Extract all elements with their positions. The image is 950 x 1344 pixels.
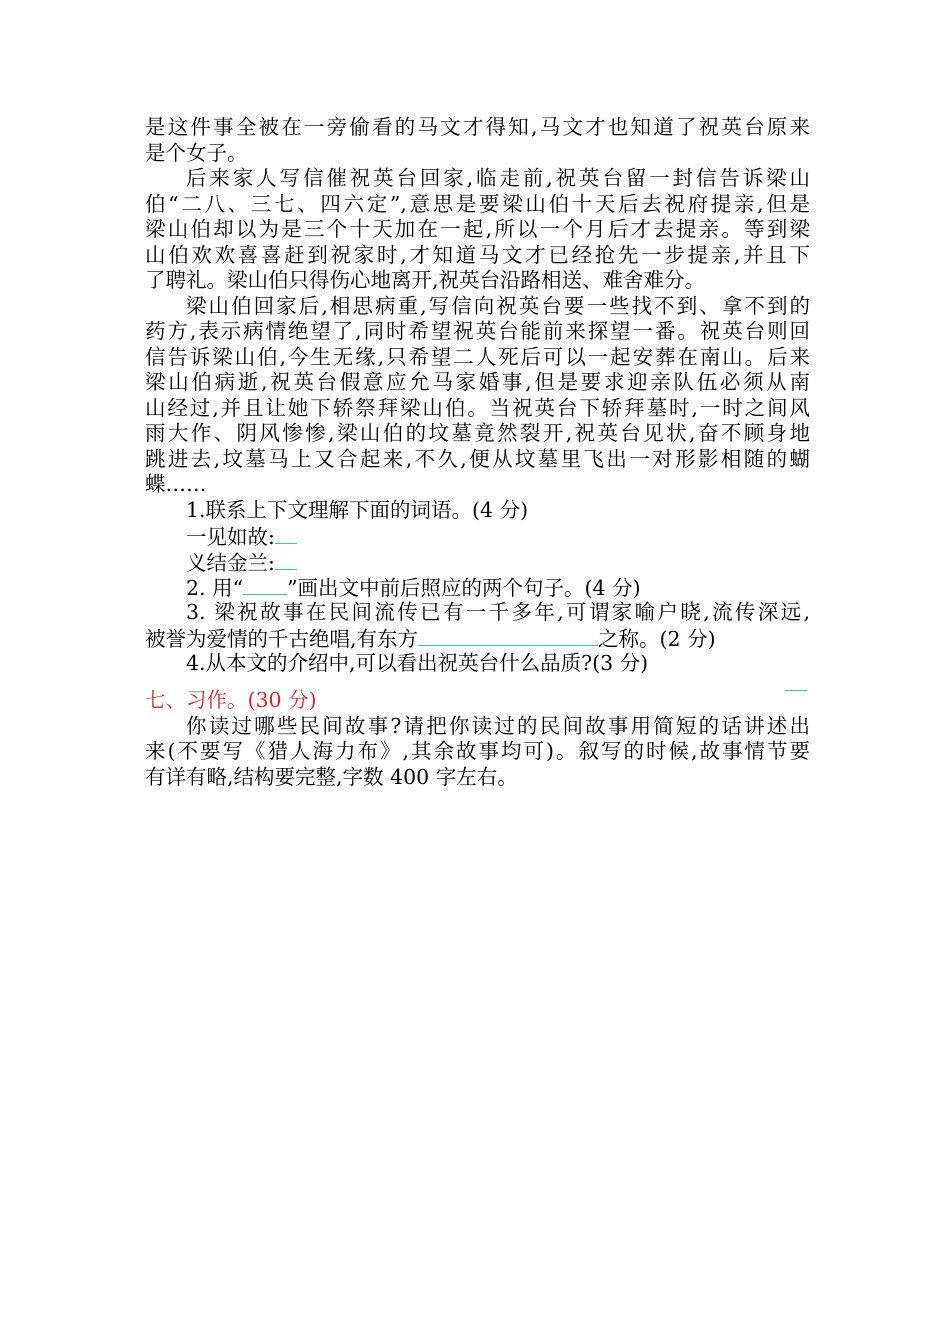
question-3-line bbox=[145, 625, 810, 651]
question-1a bbox=[145, 523, 810, 549]
passage-line: 伯“二八、三七、四六定”,意思是要梁山伯十天后去祝府提亲,但是 bbox=[145, 191, 810, 216]
answer-blank[interactable] bbox=[275, 523, 297, 544]
passage-line: 梁山伯病逝,祝英台假意应允马家婚事,但是要求迎亲队伍必须从南 bbox=[145, 370, 810, 394]
answer-blank[interactable] bbox=[785, 690, 807, 691]
passage-line: 是这件事全被在一旁偷看的马文才得知,马文才也知道了祝英台原来 bbox=[145, 115, 810, 139]
document-page bbox=[145, 115, 810, 790]
passage-line: 跳进去,坟墓马上又合起来,不久,便从坟墓里飞出一对形影相随的蝴 bbox=[145, 446, 810, 471]
question-4: 4.从本文的介绍中,可以看出祝英台什么品质?(3 分) bbox=[186, 650, 649, 675]
passage-line: 山经过,并且让她下轿祭拜梁山伯。当祝英台下轿拜墓时,一时之间风 bbox=[145, 395, 810, 420]
question-2-prefix: 2. 用“ bbox=[186, 576, 244, 600]
passage-line: 是个女子。 bbox=[145, 140, 248, 165]
question-2 bbox=[145, 574, 810, 600]
question-1b-label: 义结金兰: bbox=[186, 550, 275, 575]
passage-line: 雨大作、阴风惨惨,梁山伯的坟墓竟然裂开,祝英台见状,奋不顾身地 bbox=[145, 421, 810, 445]
question-3-line: 3. 梁祝故事在民间流传已有一千多年,可谓家喻户晓,流传深远, bbox=[186, 599, 810, 624]
section-line: 有详有略,结构要完整,字数 400 字左右。 bbox=[145, 764, 518, 789]
section-line: 来(不要写《猎人海力布》,其余故事均可)。叙写的时候,故事情节要 bbox=[145, 739, 810, 763]
question-2-suffix: ”画出文中前后照应的两个句子。(4 分) bbox=[287, 576, 641, 600]
section-line: 你读过哪些民间故事?请把你读过的民间故事用简短的话讲述出 bbox=[186, 713, 810, 738]
question-1a-label: 一见如故: bbox=[186, 525, 275, 549]
passage-line: 了聘礼。梁山伯只得伤心地离开,祝英台沿路相送、难舍难分。 bbox=[145, 268, 706, 292]
passage-line: 梁山伯却以为是三个十天加在一起,所以一个月后才去提亲。等到梁 bbox=[145, 217, 810, 241]
passage-line: 药方,表示病情绝望了,同时希望祝英台能前来探望一番。祝英台则回 bbox=[145, 319, 810, 343]
spacer bbox=[145, 676, 810, 688]
question-3-prefix: 被誉为爱情的千古绝唱,有东方 bbox=[145, 627, 419, 651]
question-1: 1.联系上下文理解下面的词语。(4 分) bbox=[186, 497, 529, 522]
passage-line: 梁山伯回家后,相思病重,写信向祝英台要一些找不到、拿不到的 bbox=[186, 293, 810, 318]
section-title: 七、习作。(30 分) bbox=[145, 688, 317, 712]
answer-blank[interactable] bbox=[275, 549, 297, 570]
answer-blank[interactable] bbox=[418, 625, 598, 646]
passage-line: 信告诉梁山伯,今生无缘,只希望二人死后可以一起安葬在南山。后来 bbox=[145, 344, 810, 369]
question-3-suffix: 之称。(2 分) bbox=[598, 627, 716, 651]
question-1b bbox=[145, 549, 810, 575]
passage-line: 山伯欢欢喜喜赶到祝家时,才知道马文才已经抢先一步提亲,并且下 bbox=[145, 242, 810, 267]
answer-blank[interactable] bbox=[243, 574, 287, 595]
passage-line: 蝶…… bbox=[145, 472, 207, 496]
passage-line: 后来家人写信催祝英台回家,临走前,祝英台留一封信告诉梁山 bbox=[186, 166, 810, 190]
